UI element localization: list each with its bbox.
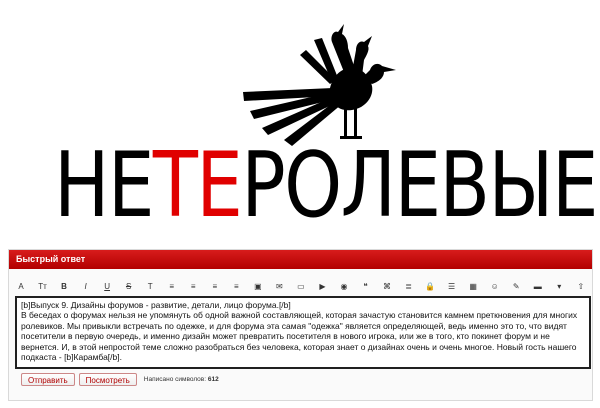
site-logo-text [54,133,597,238]
more-icon[interactable]: ▾ [557,281,562,291]
italic-icon[interactable]: I [84,281,87,291]
email-icon[interactable]: ✉ [276,281,283,291]
underline-icon[interactable]: U [104,281,111,291]
media-icon[interactable]: ◉ [340,281,348,291]
spoiler-icon[interactable]: ≣ [405,281,412,291]
clear-format-icon[interactable]: T [147,281,153,291]
editor-toolbar [15,279,587,293]
char-count-label: Написано символов: [143,375,207,383]
logo-part-ne: НЕ [54,133,153,238]
char-counter [144,376,219,383]
logo-part-te: ТЕ [152,133,242,238]
table-icon[interactable]: ▦ [469,281,477,291]
image-icon[interactable]: ▭ [297,281,305,291]
smiley-icon[interactable]: ☺ [490,281,499,291]
hide-icon[interactable]: 🔒 [425,281,436,291]
bold-icon[interactable]: B [61,281,67,291]
align-left-icon[interactable]: ≡ [169,281,175,291]
color-icon[interactable]: ▬ [533,281,542,291]
attach-icon[interactable]: ✎ [512,281,520,291]
upload-icon[interactable]: ⇧ [577,281,585,291]
link-icon[interactable]: ▣ [254,281,262,291]
logo-part-rolevye: РОЛЕВЫЕ [241,133,597,238]
video-icon[interactable]: ▶ [319,281,326,291]
reply-actions [21,372,219,386]
quote-icon[interactable]: ❝ [363,281,368,291]
char-count-value: 612 [207,375,219,383]
list-icon[interactable]: ☰ [448,281,456,291]
align-center-icon[interactable]: ≡ [190,281,196,291]
quick-reply-title: Быстрый ответ [9,250,592,269]
align-justify-icon[interactable]: ≡ [233,281,239,291]
font-size-icon[interactable]: Tт [38,281,47,291]
submit-button[interactable]: Отправить [21,373,75,386]
preview-button[interactable]: Посмотреть [79,373,137,386]
quick-reply-panel [8,249,593,401]
bird-logo-icon [0,0,600,150]
font-icon[interactable]: A [18,281,24,291]
code-icon[interactable]: ⌘ [383,281,392,291]
strike-icon[interactable]: S [125,281,132,291]
message-textarea[interactable]: [b]Выпуск 9. Дизайны форумов - развитие, детали, лицо форума.[/b] В беседах о форумах нельзя не упомянуть об одной важной составляющей, которая зачастую становится камнем преткновения для многих ролевиков. Мы привыкли встречать по одежке, и для форума эта самая "одежка" является определяющей, ведь именно это то, что видят посетители в первую очередь, и именно дизайн может превратить посетителя в нового игрока, или же в того, кто покинет форум и не вернется. И, в этой непростой теме сложно разобраться без человека, которая знает о дизайнах очень и очень многое. Новый гость нашего подкаста - [b]Карамба[/b]. [15,296,591,369]
align-right-icon[interactable]: ≡ [212,281,218,291]
